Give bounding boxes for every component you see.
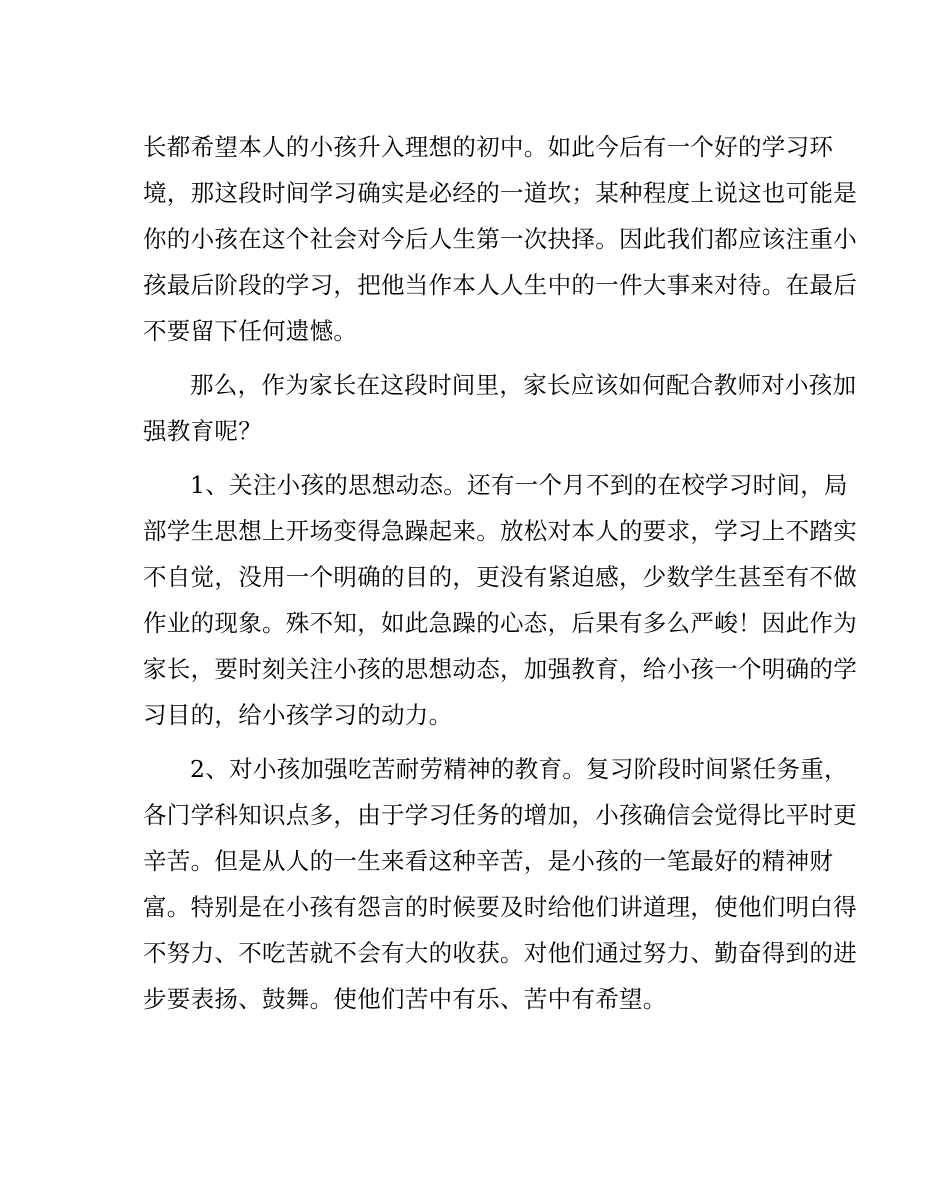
text-line: 不努力、不吃苦就不会有大的收获。对他们通过努力、勤奋得到的进 xyxy=(143,939,857,967)
paragraph-gap xyxy=(143,354,811,362)
text-line: 富。特别是在小孩有怨言的时候要及时给他们讲道理，使他们明白得 xyxy=(143,893,857,921)
paragraph-gap xyxy=(143,738,811,746)
text-line: 孩最后阶段的学习，把他当作本人人生中的一件大事来对待。在最后 xyxy=(143,271,857,299)
text-line: 不要留下任何遗憾。 xyxy=(143,317,358,345)
text-line: 不自觉，没用一个明确的目的，更没有紧迫感，少数学生甚至有不做 xyxy=(143,563,857,591)
paragraph-4 xyxy=(143,746,857,1022)
paragraph-3 xyxy=(143,462,857,738)
text-line: 家长，要时刻关注小孩的思想动态，加强教育，给小孩一个明确的学 xyxy=(143,655,857,683)
paragraph-2 xyxy=(143,362,857,454)
text-line: 那么，作为家长在这段时间里，家长应该如何配合教师对小孩加 xyxy=(190,371,857,399)
text-line: 作业的现象。殊不知，如此急躁的心态，后果有多么严峻！因此作为 xyxy=(143,609,857,637)
text-line: 境，那这段时间学习确实是必经的一道坎；某种程度上说这也可能是 xyxy=(143,179,857,207)
document-body xyxy=(143,124,857,1022)
paragraph-gap xyxy=(143,454,811,462)
text-line: 强教育呢？ xyxy=(143,417,262,445)
text-line: 各门学科知识点多，由于学习任务的增加，小孩确信会觉得比平时更 xyxy=(143,801,857,829)
text-line: 1、关注小孩的思想动态。还有一个月不到的在校学习时间，局 xyxy=(190,471,848,499)
text-line: 2、对小孩加强吃苦耐劳精神的教育。复习阶段时间紧任务重， xyxy=(190,755,848,783)
text-line: 辛苦。但是从人的一生来看这种辛苦，是小孩的一笔最好的精神财 xyxy=(143,847,834,875)
text-line: 长都希望本人的小孩升入理想的初中。如此今后有一个好的学习环 xyxy=(143,133,834,161)
paragraph-1 xyxy=(143,124,857,354)
text-line: 步要表扬、鼓舞。使他们苦中有乐、苦中有希望。 xyxy=(143,985,667,1013)
text-line: 习目的，给小孩学习的动力。 xyxy=(143,701,453,729)
text-line: 你的小孩在这个社会对今后人生第一次抉择。因此我们都应该注重小 xyxy=(143,225,857,253)
text-line: 部学生思想上开场变得急躁起来。放松对本人的要求，学习上不踏实 xyxy=(143,517,857,545)
